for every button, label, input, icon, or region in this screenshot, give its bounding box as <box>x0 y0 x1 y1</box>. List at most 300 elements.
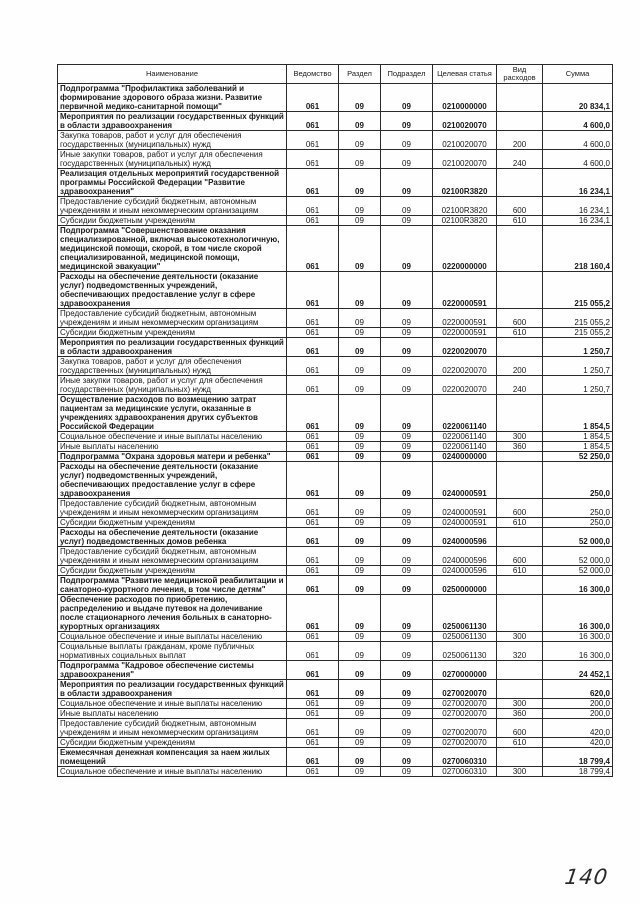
row-section: 09 <box>339 309 381 328</box>
row-name: Субсидии бюджетным учреждениям <box>58 328 287 338</box>
row-name: Подпрограмма "Охрана здоровья матери и ребенка" <box>58 452 287 462</box>
row-expense-type <box>497 338 543 357</box>
row-target-article: 0220000591 <box>433 328 497 338</box>
table-row <box>58 547 613 566</box>
row-section: 09 <box>339 632 381 642</box>
row-expense-type: 610 <box>497 738 543 748</box>
row-target-article: 0220020070 <box>433 357 497 376</box>
row-section: 09 <box>339 376 381 395</box>
row-name: Предоставление субсидий бюджетным, автономным учреждениям и иным некоммерческим организациям <box>58 547 287 566</box>
row-section: 09 <box>339 699 381 709</box>
header-target-article: Целевая статья <box>433 65 497 84</box>
row-target-article: 0220061140 <box>433 395 497 432</box>
row-department: 061 <box>287 216 339 226</box>
row-name: Предоставление субсидий бюджетным, автономным учреждениям и иным некоммерческим организациям <box>58 719 287 738</box>
row-amount: 215 055,2 <box>543 309 613 328</box>
row-subsection: 09 <box>381 395 433 432</box>
row-department: 061 <box>287 442 339 452</box>
row-department: 061 <box>287 699 339 709</box>
row-name: Закупка товаров, работ и услуг для обеспечения государственных (муниципальных) нужд <box>58 131 287 150</box>
row-amount: 420,0 <box>543 719 613 738</box>
table-row <box>58 309 613 328</box>
row-target-article: 0270020070 <box>433 709 497 719</box>
row-target-article: 0270000000 <box>433 661 497 680</box>
row-target-article: 02100R3820 <box>433 169 497 197</box>
row-name: Подпрограмма "Профилактика заболеваний и формирование здорового образа жизни. Развитие первичной медико-санитарной помощи" <box>58 84 287 112</box>
row-subsection: 09 <box>381 328 433 338</box>
row-expense-type: 600 <box>497 197 543 216</box>
row-amount: 18 799,4 <box>543 748 613 767</box>
row-target-article: 0220061140 <box>433 442 497 452</box>
row-amount: 420,0 <box>543 738 613 748</box>
table-row <box>58 719 613 738</box>
table-row <box>58 272 613 309</box>
row-name: Социальное обеспечение и иные выплаты населению <box>58 699 287 709</box>
row-subsection: 09 <box>381 547 433 566</box>
row-subsection: 09 <box>381 719 433 738</box>
row-department: 061 <box>287 131 339 150</box>
row-section: 09 <box>339 499 381 518</box>
row-department: 061 <box>287 518 339 528</box>
row-expense-type <box>497 112 543 131</box>
row-section: 09 <box>339 328 381 338</box>
row-subsection: 09 <box>381 661 433 680</box>
row-subsection: 09 <box>381 452 433 462</box>
row-name: Социальные выплаты гражданам, кроме публичных нормативных социальных выплат <box>58 642 287 661</box>
row-subsection: 09 <box>381 709 433 719</box>
row-department: 061 <box>287 432 339 442</box>
row-subsection: 09 <box>381 432 433 442</box>
row-department: 061 <box>287 197 339 216</box>
header-expense-type: Вид расходов <box>497 65 543 84</box>
row-section: 09 <box>339 719 381 738</box>
row-target-article: 0240000591 <box>433 499 497 518</box>
table-row <box>58 432 613 442</box>
row-subsection: 09 <box>381 499 433 518</box>
row-amount: 52 000,0 <box>543 566 613 576</box>
row-name: Иные выплаты населению <box>58 442 287 452</box>
row-section: 09 <box>339 566 381 576</box>
row-amount: 1 250,7 <box>543 338 613 357</box>
row-target-article: 0220061140 <box>433 432 497 442</box>
row-name: Субсидии бюджетным учреждениям <box>58 566 287 576</box>
table-row <box>58 642 613 661</box>
row-subsection: 09 <box>381 112 433 131</box>
row-amount: 1 854,5 <box>543 442 613 452</box>
row-target-article: 0220000591 <box>433 272 497 309</box>
row-expense-type <box>497 576 543 595</box>
row-name: Социальное обеспечение и иные выплаты населению <box>58 767 287 777</box>
row-section: 09 <box>339 216 381 226</box>
table-row <box>58 197 613 216</box>
row-expense-type: 600 <box>497 719 543 738</box>
row-section: 09 <box>339 576 381 595</box>
row-section: 09 <box>339 595 381 632</box>
row-department: 061 <box>287 709 339 719</box>
row-amount: 52 000,0 <box>543 528 613 547</box>
row-department: 061 <box>287 272 339 309</box>
row-target-article: 0240000591 <box>433 462 497 499</box>
row-section: 09 <box>339 272 381 309</box>
row-name: Мероприятия по реализации государственных функций в области здравоохранения <box>58 338 287 357</box>
row-subsection: 09 <box>381 84 433 112</box>
row-subsection: 09 <box>381 767 433 777</box>
row-target-article: 0270020070 <box>433 719 497 738</box>
row-amount: 250,0 <box>543 518 613 528</box>
row-target-article: 0270020070 <box>433 738 497 748</box>
row-amount: 4 600,0 <box>543 150 613 169</box>
row-expense-type <box>497 661 543 680</box>
row-expense-type <box>497 452 543 462</box>
row-department: 061 <box>287 357 339 376</box>
row-expense-type <box>497 272 543 309</box>
row-target-article: 0220000000 <box>433 226 497 272</box>
row-target-article: 0210000000 <box>433 84 497 112</box>
row-subsection: 09 <box>381 216 433 226</box>
row-expense-type: 300 <box>497 767 543 777</box>
row-subsection: 09 <box>381 738 433 748</box>
table-row <box>58 338 613 357</box>
table-row <box>58 709 613 719</box>
row-target-article: 0240000596 <box>433 566 497 576</box>
row-expense-type <box>497 395 543 432</box>
row-amount: 16 234,1 <box>543 169 613 197</box>
row-section: 09 <box>339 357 381 376</box>
row-department: 061 <box>287 452 339 462</box>
row-name: Расходы на обеспечение деятельности (оказание услуг) подведомственных учреждений, обеспечивающих предоставление услуг в сфере здравоохранения <box>58 462 287 499</box>
row-name: Предоставление субсидий бюджетным, автономным учреждениям и иным некоммерческим организациям <box>58 499 287 518</box>
row-amount: 620,0 <box>543 680 613 699</box>
row-expense-type: 240 <box>497 376 543 395</box>
table-body <box>58 84 613 777</box>
row-amount: 18 799,4 <box>543 767 613 777</box>
table-row <box>58 84 613 112</box>
table-row <box>58 376 613 395</box>
row-target-article: 0240000596 <box>433 528 497 547</box>
row-name: Осуществление расходов по возмещению затрат пациентам за медицинские услуги, оказанные в учреждениях здравоохранения других субъектов Российской Федерации <box>58 395 287 432</box>
row-section: 09 <box>339 395 381 432</box>
row-name: Расходы на обеспечение деятельности (оказание услуг) подведомственных домов ребенка <box>58 528 287 547</box>
row-subsection: 09 <box>381 576 433 595</box>
row-name: Обеспечение расходов по приобретению, распределению и выдаче путевок на долечивание после стационарного лечения больных в санаторно-курортных организациях <box>58 595 287 632</box>
row-expense-type <box>497 226 543 272</box>
row-expense-type: 600 <box>497 309 543 328</box>
table-row <box>58 452 613 462</box>
row-subsection: 09 <box>381 376 433 395</box>
row-department: 061 <box>287 309 339 328</box>
row-amount: 16 300,0 <box>543 576 613 595</box>
row-department: 061 <box>287 499 339 518</box>
table-row <box>58 528 613 547</box>
table-row <box>58 661 613 680</box>
row-subsection: 09 <box>381 518 433 528</box>
row-target-article: 0210020070 <box>433 131 497 150</box>
row-expense-type: 610 <box>497 216 543 226</box>
row-amount: 218 160,4 <box>543 226 613 272</box>
row-subsection: 09 <box>381 150 433 169</box>
row-subsection: 09 <box>381 226 433 272</box>
row-subsection: 09 <box>381 197 433 216</box>
table-row <box>58 518 613 528</box>
row-department: 061 <box>287 680 339 699</box>
row-section: 09 <box>339 226 381 272</box>
row-section: 09 <box>339 84 381 112</box>
row-target-article: 0250061130 <box>433 595 497 632</box>
row-department: 061 <box>287 395 339 432</box>
row-section: 09 <box>339 442 381 452</box>
row-department: 061 <box>287 528 339 547</box>
row-subsection: 09 <box>381 462 433 499</box>
row-expense-type <box>497 84 543 112</box>
row-subsection: 09 <box>381 338 433 357</box>
row-expense-type: 320 <box>497 642 543 661</box>
row-target-article: 0240000596 <box>433 547 497 566</box>
row-department: 061 <box>287 150 339 169</box>
row-department: 061 <box>287 719 339 738</box>
row-target-article: 0270020070 <box>433 680 497 699</box>
header-department: Ведомство <box>287 65 339 84</box>
row-target-article: 0220020070 <box>433 376 497 395</box>
row-name: Социальное обеспечение и иные выплаты населению <box>58 632 287 642</box>
row-department: 061 <box>287 632 339 642</box>
row-section: 09 <box>339 452 381 462</box>
handwritten-page-number: 140 <box>563 865 610 889</box>
row-amount: 52 250,0 <box>543 452 613 462</box>
row-department: 061 <box>287 767 339 777</box>
table-row <box>58 442 613 452</box>
row-subsection: 09 <box>381 442 433 452</box>
row-section: 09 <box>339 709 381 719</box>
row-subsection: 09 <box>381 169 433 197</box>
row-section: 09 <box>339 642 381 661</box>
row-section: 09 <box>339 197 381 216</box>
row-section: 09 <box>339 338 381 357</box>
row-amount: 24 452,1 <box>543 661 613 680</box>
row-amount: 20 834,1 <box>543 84 613 112</box>
row-expense-type <box>497 595 543 632</box>
row-section: 09 <box>339 150 381 169</box>
row-section: 09 <box>339 738 381 748</box>
row-name: Предоставление субсидий бюджетным, автономным учреждениям и иным некоммерческим организациям <box>58 197 287 216</box>
table-header-row <box>58 65 613 84</box>
row-subsection: 09 <box>381 309 433 328</box>
header-amount: Сумма <box>543 65 613 84</box>
row-department: 061 <box>287 376 339 395</box>
table-row <box>58 357 613 376</box>
row-section: 09 <box>339 767 381 777</box>
row-expense-type: 300 <box>497 632 543 642</box>
row-amount: 200,0 <box>543 709 613 719</box>
table-row <box>58 395 613 432</box>
row-name: Расходы на обеспечение деятельности (оказание услуг) подведомственных учреждений, обеспечивающих предоставление услуг в сфере здравоохранения <box>58 272 287 309</box>
row-section: 09 <box>339 661 381 680</box>
row-amount: 1 250,7 <box>543 357 613 376</box>
row-name: Субсидии бюджетным учреждениям <box>58 738 287 748</box>
row-name: Социальное обеспечение и иные выплаты населению <box>58 432 287 442</box>
row-amount: 4 600,0 <box>543 131 613 150</box>
row-amount: 215 055,2 <box>543 328 613 338</box>
row-department: 061 <box>287 595 339 632</box>
row-expense-type: 610 <box>497 328 543 338</box>
row-amount: 16 300,0 <box>543 595 613 632</box>
row-expense-type: 240 <box>497 150 543 169</box>
row-expense-type <box>497 528 543 547</box>
row-expense-type: 200 <box>497 131 543 150</box>
row-department: 061 <box>287 462 339 499</box>
row-name: Иные закупки товаров, работ и услуг для обеспечения государственных (муниципальных) нужд <box>58 150 287 169</box>
row-target-article: 0270060310 <box>433 748 497 767</box>
row-department: 061 <box>287 566 339 576</box>
row-department: 061 <box>287 338 339 357</box>
budget-table <box>57 64 613 777</box>
row-target-article: 02100R3820 <box>433 197 497 216</box>
row-name: Подпрограмма "Кадровое обеспечение системы здравоохранения" <box>58 661 287 680</box>
row-expense-type <box>497 169 543 197</box>
table-row <box>58 738 613 748</box>
budget-sheet <box>57 64 612 777</box>
row-department: 061 <box>287 576 339 595</box>
header-name: Наименование <box>58 65 287 84</box>
row-target-article: 0210020070 <box>433 112 497 131</box>
row-section: 09 <box>339 748 381 767</box>
row-amount: 1 250,7 <box>543 376 613 395</box>
row-name: Предоставление субсидий бюджетным, автономным учреждениям и иным некоммерческим организациям <box>58 309 287 328</box>
row-name: Ежемесячная денежная компенсация за наем жилых помещений <box>58 748 287 767</box>
row-target-article: 0270060310 <box>433 767 497 777</box>
row-target-article: 0220000591 <box>433 309 497 328</box>
row-subsection: 09 <box>381 699 433 709</box>
table-row <box>58 566 613 576</box>
row-expense-type: 300 <box>497 699 543 709</box>
row-expense-type <box>497 462 543 499</box>
row-expense-type: 360 <box>497 442 543 452</box>
row-name: Субсидии бюджетным учреждениям <box>58 216 287 226</box>
row-amount: 1 854,5 <box>543 395 613 432</box>
row-section: 09 <box>339 528 381 547</box>
row-name: Иные выплаты населению <box>58 709 287 719</box>
table-row <box>58 462 613 499</box>
row-department: 061 <box>287 112 339 131</box>
row-subsection: 09 <box>381 680 433 699</box>
row-department: 061 <box>287 328 339 338</box>
row-department: 061 <box>287 748 339 767</box>
row-section: 09 <box>339 432 381 442</box>
row-target-article: 0270020070 <box>433 699 497 709</box>
row-department: 061 <box>287 169 339 197</box>
table-row <box>58 112 613 131</box>
row-section: 09 <box>339 112 381 131</box>
row-amount: 1 854,5 <box>543 432 613 442</box>
row-section: 09 <box>339 547 381 566</box>
row-expense-type <box>497 748 543 767</box>
row-department: 061 <box>287 84 339 112</box>
table-row <box>58 576 613 595</box>
row-target-article: 02100R3820 <box>433 216 497 226</box>
row-subsection: 09 <box>381 642 433 661</box>
row-amount: 52 000,0 <box>543 547 613 566</box>
row-section: 09 <box>339 169 381 197</box>
table-row <box>58 595 613 632</box>
row-expense-type: 200 <box>497 357 543 376</box>
row-amount: 250,0 <box>543 462 613 499</box>
row-amount: 16 300,0 <box>543 632 613 642</box>
row-department: 061 <box>287 738 339 748</box>
table-row <box>58 328 613 338</box>
row-subsection: 09 <box>381 566 433 576</box>
table-row <box>58 169 613 197</box>
row-section: 09 <box>339 131 381 150</box>
row-amount: 200,0 <box>543 699 613 709</box>
row-subsection: 09 <box>381 272 433 309</box>
row-name: Иные закупки товаров, работ и услуг для обеспечения государственных (муниципальных) нужд <box>58 376 287 395</box>
table-row <box>58 226 613 272</box>
table-row <box>58 131 613 150</box>
row-amount: 16 234,1 <box>543 197 613 216</box>
row-name: Реализация отдельных мероприятий государственной программы Российской Федерации "Развитие здравоохранения" <box>58 169 287 197</box>
row-subsection: 09 <box>381 748 433 767</box>
row-target-article: 0240000591 <box>433 518 497 528</box>
row-subsection: 09 <box>381 595 433 632</box>
row-subsection: 09 <box>381 528 433 547</box>
table-row <box>58 680 613 699</box>
row-target-article: 0240000000 <box>433 452 497 462</box>
row-expense-type <box>497 680 543 699</box>
row-department: 061 <box>287 226 339 272</box>
header-section: Раздел <box>339 65 381 84</box>
row-name: Подпрограмма "Совершенствование оказания специализированной, включая высокотехнологичную, медицинской помощи, скорой, в том числе скорой специализированной, медицинской помощи, медицинской эвакуации" <box>58 226 287 272</box>
row-name: Подпрограмма "Развитие медицинской реабилитации и санаторно-курортного лечения, в том числе детям" <box>58 576 287 595</box>
row-section: 09 <box>339 462 381 499</box>
row-expense-type: 600 <box>497 499 543 518</box>
header-subsection: Подраздел <box>381 65 433 84</box>
row-target-article: 0220020070 <box>433 338 497 357</box>
row-amount: 16 300,0 <box>543 642 613 661</box>
row-expense-type: 600 <box>497 547 543 566</box>
row-target-article: 0250000000 <box>433 576 497 595</box>
row-target-article: 0210020070 <box>433 150 497 169</box>
table-row <box>58 748 613 767</box>
row-expense-type: 360 <box>497 709 543 719</box>
row-expense-type: 300 <box>497 432 543 442</box>
row-amount: 250,0 <box>543 499 613 518</box>
row-expense-type: 610 <box>497 518 543 528</box>
table-row <box>58 499 613 518</box>
row-department: 061 <box>287 661 339 680</box>
row-expense-type: 610 <box>497 566 543 576</box>
row-amount: 16 234,1 <box>543 216 613 226</box>
row-name: Закупка товаров, работ и услуг для обеспечения государственных (муниципальных) нужд <box>58 357 287 376</box>
row-target-article: 0250061130 <box>433 642 497 661</box>
row-section: 09 <box>339 518 381 528</box>
row-name: Мероприятия по реализации государственных функций в области здравоохранения <box>58 680 287 699</box>
row-department: 061 <box>287 547 339 566</box>
row-section: 09 <box>339 680 381 699</box>
table-row <box>58 767 613 777</box>
row-subsection: 09 <box>381 357 433 376</box>
row-department: 061 <box>287 642 339 661</box>
table-row <box>58 216 613 226</box>
row-target-article: 0250061130 <box>433 632 497 642</box>
row-name: Мероприятия по реализации государственных функций в области здравоохранения <box>58 112 287 131</box>
table-row <box>58 150 613 169</box>
row-subsection: 09 <box>381 632 433 642</box>
row-amount: 215 055,2 <box>543 272 613 309</box>
row-subsection: 09 <box>381 131 433 150</box>
row-amount: 4 600,0 <box>543 112 613 131</box>
table-row <box>58 632 613 642</box>
row-name: Субсидии бюджетным учреждениям <box>58 518 287 528</box>
table-row <box>58 699 613 709</box>
